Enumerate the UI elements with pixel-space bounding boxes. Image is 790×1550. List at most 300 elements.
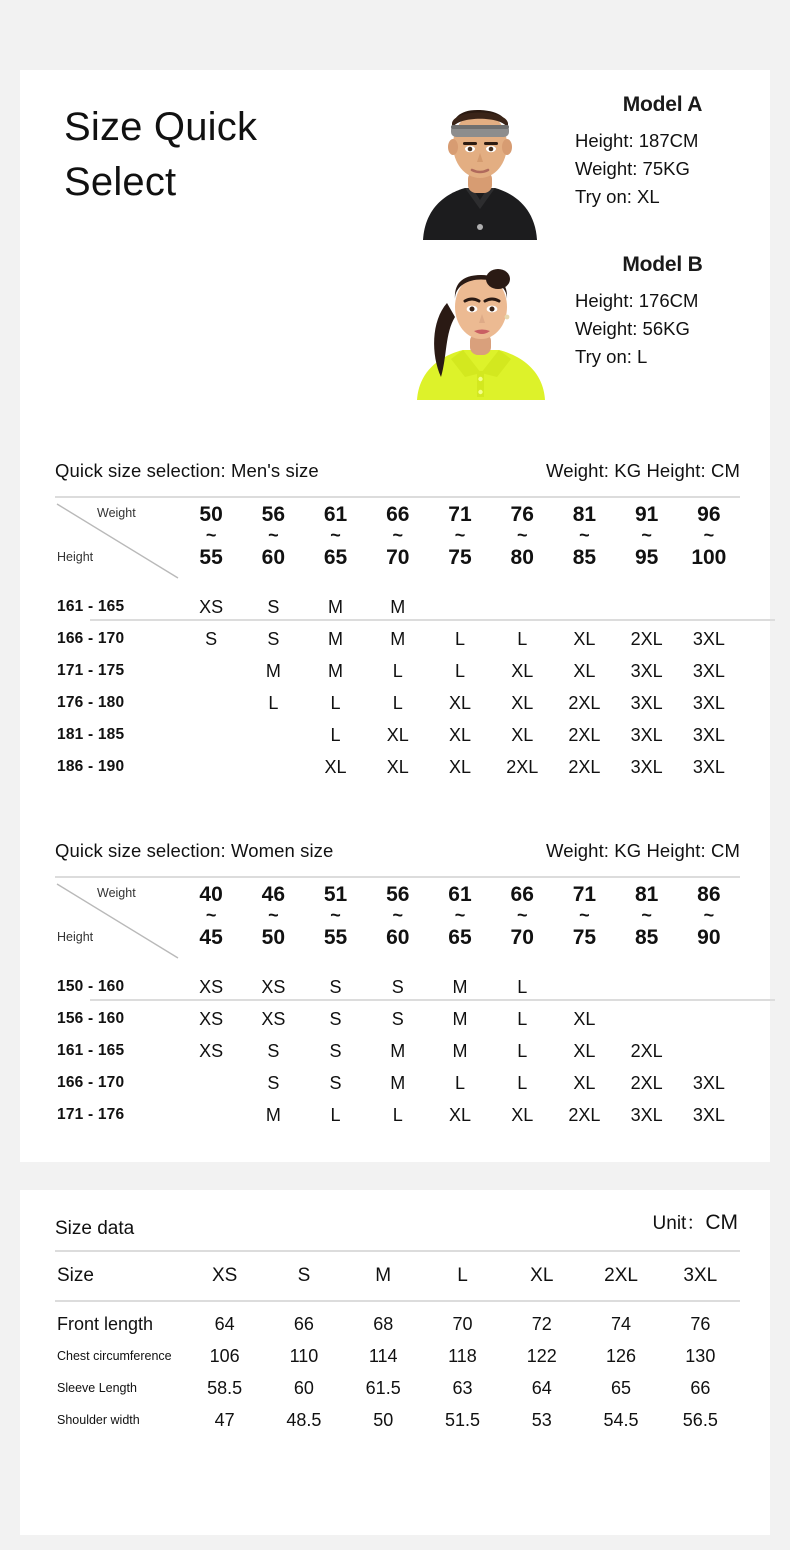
row-cells <box>180 1105 740 1126</box>
size-cell: S <box>329 976 342 997</box>
weight-to: 75 <box>572 926 597 950</box>
size-cell: XL <box>573 1008 596 1029</box>
weight-tilde: ~ <box>516 525 528 545</box>
size-cell: XS <box>199 1008 224 1029</box>
weight-from: 61 <box>448 883 472 906</box>
weight-to: 90 <box>697 926 721 950</box>
size-cell <box>180 1105 242 1126</box>
weight-to: 45 <box>199 926 223 950</box>
size-cell: XL <box>448 692 471 713</box>
size-cell: XS <box>199 976 224 997</box>
weight-from: 51 <box>323 883 348 906</box>
weight-tilde: ~ <box>268 525 279 545</box>
mens-height-axis-label: Height <box>57 550 94 564</box>
size-cell: 3XL <box>630 1104 663 1125</box>
size-cell: M <box>452 1040 468 1061</box>
measurement-value: 76 <box>690 1313 711 1334</box>
size-cell: L <box>330 1104 341 1125</box>
size-cell: L <box>330 724 341 745</box>
row-cells <box>180 1009 740 1030</box>
size-cell <box>180 693 242 714</box>
weight-range-col <box>242 878 304 963</box>
row-cells <box>180 597 740 618</box>
size-cell <box>242 757 304 778</box>
measurement-value: 53 <box>531 1409 552 1430</box>
measurement-value: 66 <box>690 1377 711 1398</box>
size-cell: 3XL <box>692 628 725 649</box>
size-cell <box>429 597 491 618</box>
size-cell: M <box>390 1072 406 1093</box>
page-title: Size Quick Select <box>64 105 258 205</box>
measurement-value: 50 <box>373 1409 394 1430</box>
weight-from: 86 <box>697 883 721 906</box>
row-height-label: 181 - 185 <box>57 726 125 743</box>
unit-value: CM <box>705 1211 738 1234</box>
weight-range-col <box>429 878 491 963</box>
size-cell: M <box>265 1104 281 1125</box>
measurement-value: 68 <box>373 1313 394 1334</box>
measurement-value: 47 <box>214 1409 235 1430</box>
weight-tilde: ~ <box>579 905 590 925</box>
size-cell: M <box>452 976 468 997</box>
model-a-height <box>575 127 775 155</box>
row-height-label: 166 - 170 <box>57 1074 125 1091</box>
weight-tilde: ~ <box>330 525 341 545</box>
size-cell <box>180 661 242 682</box>
weight-tilde: ~ <box>579 525 590 545</box>
measurement-value: 106 <box>209 1345 240 1366</box>
measurement-label: Sleeve Length <box>57 1381 137 1395</box>
weight-range-col <box>678 498 740 583</box>
weight-to: 70 <box>510 926 534 950</box>
size-cell: S <box>329 1008 342 1029</box>
weight-from: 96 <box>697 503 721 526</box>
weight-from: 50 <box>199 503 223 526</box>
size-cell: 3XL <box>630 692 663 713</box>
weight-to: 60 <box>261 546 285 570</box>
model-b-name: Model B <box>622 253 703 276</box>
model-a-height-value: 187CM <box>638 130 699 151</box>
table-row <box>55 971 740 1003</box>
size-cell: L <box>330 692 341 713</box>
weight-tilde: ~ <box>641 905 652 925</box>
row-height-label: 150 - 160 <box>57 978 125 995</box>
weight-from: 61 <box>323 503 348 526</box>
size-cell: M <box>328 596 344 617</box>
table-row <box>55 591 740 623</box>
row-cells <box>180 661 740 682</box>
weight-range-col <box>616 878 678 963</box>
model-b-photo <box>395 245 565 400</box>
weight-from: 81 <box>572 503 597 526</box>
size-cell: XL <box>511 724 534 745</box>
row-cells <box>180 629 740 650</box>
weight-range-col <box>491 498 553 583</box>
measurement-value: 130 <box>685 1345 716 1366</box>
size-cell: S <box>267 1072 280 1093</box>
size-cell: M <box>390 1040 406 1061</box>
unit-label: Unit： <box>652 1213 706 1234</box>
size-cell: XS <box>261 1008 286 1029</box>
size-cell: XS <box>199 596 224 617</box>
size-cell: XL <box>448 1104 471 1125</box>
size-cell: L <box>268 692 279 713</box>
size-cell: 2XL <box>568 724 601 745</box>
size-cell: XL <box>573 660 596 681</box>
weight-to: 50 <box>261 926 285 950</box>
weight-tilde: ~ <box>703 525 715 545</box>
size-cell: S <box>329 1040 342 1061</box>
size-column-header: S <box>297 1265 311 1286</box>
weight-range-col <box>304 498 366 583</box>
size-cell: M <box>328 660 344 681</box>
model-a-photo <box>395 85 565 240</box>
model-b-weight-value: 56KG <box>642 318 690 340</box>
size-cell <box>180 1073 242 1094</box>
size-cell: S <box>267 628 280 649</box>
size-cell: L <box>392 692 403 713</box>
quick-select-card <box>20 70 770 1162</box>
size-data-card <box>20 1190 770 1535</box>
size-data-unit <box>653 1208 738 1235</box>
weight-to: 75 <box>448 546 472 570</box>
measurement-row <box>55 1340 740 1372</box>
weight-range-col <box>429 498 491 583</box>
table-row <box>55 1099 740 1131</box>
row-height-label: 161 - 165 <box>57 1042 125 1059</box>
measurement-value: 60 <box>293 1377 314 1398</box>
size-cell: L <box>454 628 465 649</box>
mens-table-units: Weight: KG Height: CM <box>545 460 740 481</box>
size-cell: M <box>390 628 406 649</box>
size-cell <box>553 597 615 618</box>
size-cell: 3XL <box>630 724 663 745</box>
measurement-value: 61.5 <box>365 1377 401 1398</box>
measurement-value: 66 <box>293 1313 314 1334</box>
weight-from: 40 <box>199 883 223 906</box>
size-cell: 3XL <box>692 1072 725 1093</box>
weight-to: 55 <box>199 546 223 570</box>
size-cell: S <box>205 628 218 649</box>
measurement-value: 54.5 <box>603 1409 639 1430</box>
measurement-value: 70 <box>452 1313 473 1334</box>
weight-tilde: ~ <box>205 905 217 925</box>
size-cell: XL <box>573 1072 596 1093</box>
size-cell: XL <box>511 1104 534 1125</box>
size-column-header: XL <box>530 1265 554 1286</box>
size-cell: L <box>454 660 465 681</box>
row-cells <box>180 757 740 778</box>
measurement-row <box>55 1372 740 1404</box>
weight-range-col <box>180 498 242 583</box>
size-data-title: Size data <box>55 1218 135 1239</box>
weight-range-col <box>367 498 429 583</box>
model-b-height-value: 176CM <box>638 290 699 311</box>
measurement-value: 64 <box>214 1313 235 1334</box>
model-a-name: Model A <box>622 93 703 116</box>
size-cell <box>678 1009 740 1030</box>
model-b-tryon <box>575 343 775 371</box>
size-column-header: M <box>375 1265 392 1286</box>
mens-weight-range-cols <box>180 498 740 583</box>
size-header-label: Size <box>57 1265 94 1286</box>
size-cell: M <box>390 596 406 617</box>
weight-from: 46 <box>261 883 285 906</box>
measurement-cells <box>185 1314 740 1335</box>
size-cell: S <box>267 1040 280 1061</box>
weight-range-col <box>242 498 304 583</box>
size-data-header <box>20 1190 770 1252</box>
mens-quick-size-section <box>20 460 770 783</box>
size-cell: 3XL <box>630 756 663 777</box>
measurement-cells <box>185 1410 740 1431</box>
measurement-cells <box>185 1378 740 1399</box>
size-cell: L <box>517 1008 528 1029</box>
size-cell <box>491 597 553 618</box>
table-row <box>55 1035 740 1067</box>
weight-tilde: ~ <box>454 905 466 925</box>
measurement-label: Chest circumference <box>57 1349 172 1363</box>
weight-tilde: ~ <box>205 525 217 545</box>
measurement-value: 56.5 <box>682 1409 718 1430</box>
size-cell: S <box>329 1072 342 1093</box>
size-cell: L <box>517 1040 528 1061</box>
model-b-tryon-label: Try on: <box>575 346 632 368</box>
weight-to: 65 <box>448 926 472 950</box>
model-b-tryon-value: L <box>637 346 648 368</box>
row-cells <box>180 1073 740 1094</box>
size-column-header: 3XL <box>683 1265 718 1286</box>
size-cell: S <box>267 596 280 617</box>
measurement-label: Front length <box>57 1313 154 1334</box>
size-cell: L <box>392 1104 403 1125</box>
mens-table-body <box>55 583 740 783</box>
model-a-weight <box>575 155 775 183</box>
weight-to: 70 <box>386 546 410 570</box>
size-cell: XL <box>448 756 471 777</box>
size-cell: XL <box>511 660 534 681</box>
mens-table-title: Quick size selection: Men's size <box>55 460 319 481</box>
size-cell: M <box>265 660 281 681</box>
male-model-illustration <box>395 85 565 240</box>
size-cell: S <box>391 976 404 997</box>
weight-from: 66 <box>386 503 410 526</box>
size-column-header: XS <box>211 1265 238 1286</box>
size-cell: 2XL <box>568 756 601 777</box>
measurement-value: 118 <box>448 1345 477 1366</box>
row-cells <box>180 693 740 714</box>
table-row <box>55 1003 740 1035</box>
measurement-value: 58.5 <box>207 1377 243 1398</box>
weight-range-col <box>304 878 366 963</box>
size-cell: L <box>454 1072 465 1093</box>
measurement-value: 48.5 <box>286 1409 322 1430</box>
size-cell <box>242 725 304 746</box>
size-data-header-rule <box>55 1300 740 1302</box>
mens-table-header <box>20 460 770 498</box>
womens-weight-range-cols <box>180 878 740 963</box>
model-a-weight-value: 75KG <box>642 158 690 180</box>
weight-from: 56 <box>386 883 410 906</box>
size-cell: 2XL <box>506 756 539 777</box>
weight-range-col <box>678 878 740 963</box>
measurement-value: 110 <box>289 1345 319 1366</box>
size-cell: 2XL <box>568 692 601 713</box>
measurement-row <box>55 1308 740 1340</box>
size-cell: XS <box>261 976 286 997</box>
size-cell: 2XL <box>630 628 663 649</box>
size-cell: 2XL <box>630 1072 663 1093</box>
measurement-cells <box>185 1346 740 1367</box>
weight-to: 60 <box>386 926 410 950</box>
size-cell: XL <box>448 724 471 745</box>
womens-table-units: Weight: KG Height: CM <box>545 840 740 861</box>
measurement-row <box>55 1404 740 1436</box>
model-b-info <box>575 253 775 371</box>
size-cell: 3XL <box>692 724 725 745</box>
size-cell: XL <box>386 724 409 745</box>
weight-to: 80 <box>510 546 534 570</box>
size-header-cells <box>185 1265 740 1287</box>
size-cell: XL <box>573 628 596 649</box>
womens-quick-size-section <box>20 840 770 1131</box>
weight-to: 85 <box>634 926 659 950</box>
weight-from: 56 <box>261 503 285 526</box>
row-height-label: 186 - 190 <box>57 758 125 775</box>
model-b-height <box>575 287 775 315</box>
weight-tilde: ~ <box>268 905 279 925</box>
weight-to: 100 <box>691 546 727 570</box>
row-cells <box>180 1041 740 1062</box>
model-b-weight-label: Weight: <box>575 318 638 340</box>
weight-range-col <box>616 498 678 583</box>
weight-to: 95 <box>634 546 659 570</box>
size-cell: L <box>517 628 528 649</box>
measurement-value: 72 <box>531 1313 552 1334</box>
weight-to: 55 <box>323 926 348 950</box>
weight-tilde: ~ <box>454 525 466 545</box>
weight-from: 66 <box>510 883 534 906</box>
size-cell: 2XL <box>568 1104 601 1125</box>
row-height-label: 171 - 175 <box>57 662 125 679</box>
measurement-value: 63 <box>452 1377 473 1398</box>
size-cell: M <box>328 628 344 649</box>
size-cell: XL <box>511 692 534 713</box>
weight-range-col <box>491 878 553 963</box>
model-a-info <box>575 93 775 211</box>
womens-column-header <box>55 878 740 963</box>
model-a-weight-label: Weight: <box>575 158 638 180</box>
size-cell: 3XL <box>692 692 725 713</box>
model-b-height-label: Height: <box>575 290 634 311</box>
mens-size-table <box>55 498 740 783</box>
hero-section <box>20 70 770 440</box>
row-height-label: 166 - 170 <box>57 630 125 647</box>
weight-to: 85 <box>572 546 597 570</box>
womens-size-table <box>55 878 740 1131</box>
table-row <box>55 687 740 719</box>
size-column-header: 2XL <box>604 1265 638 1286</box>
size-cell: S <box>391 1008 404 1029</box>
size-cell <box>678 1041 740 1062</box>
size-cell: 2XL <box>630 1040 663 1061</box>
model-a-tryon <box>575 183 775 211</box>
size-cell <box>180 725 242 746</box>
weight-from: 91 <box>634 503 659 526</box>
model-b-weight <box>575 315 775 343</box>
size-cell <box>616 597 678 618</box>
size-cell: L <box>392 660 403 681</box>
weight-range-col <box>553 878 615 963</box>
size-cell <box>616 1009 678 1030</box>
weight-tilde: ~ <box>330 905 341 925</box>
size-cell <box>180 757 242 778</box>
table-row <box>55 655 740 687</box>
weight-tilde: ~ <box>703 905 715 925</box>
model-a-height-label: Height: <box>575 130 634 151</box>
table-row <box>55 623 740 655</box>
womens-height-axis-label: Height <box>57 930 94 944</box>
size-cell: 3XL <box>692 660 725 681</box>
weight-tilde: ~ <box>392 905 404 925</box>
womens-table-title: Quick size selection: Women size <box>55 840 334 861</box>
measurement-value: 65 <box>611 1377 632 1398</box>
size-cell <box>553 977 615 998</box>
weight-from: 71 <box>448 503 472 526</box>
mens-column-header <box>55 498 740 583</box>
size-column-header: L <box>457 1265 468 1286</box>
model-a-tryon-label: Try on: <box>575 186 632 208</box>
table-row <box>55 719 740 751</box>
weight-range-col <box>553 498 615 583</box>
weight-to: 65 <box>323 546 348 570</box>
size-data-table <box>55 1252 740 1436</box>
weight-tilde: ~ <box>392 525 404 545</box>
row-cells <box>180 725 740 746</box>
row-height-label: 171 - 176 <box>57 1106 125 1123</box>
size-data-header-row <box>55 1252 740 1300</box>
row-height-label: 176 - 180 <box>57 694 125 711</box>
measurement-value: 126 <box>606 1345 637 1366</box>
measurement-value: 51.5 <box>444 1409 480 1430</box>
size-cell <box>616 977 678 998</box>
size-cell: L <box>517 1072 528 1093</box>
size-cell: XS <box>199 1040 224 1061</box>
size-cell <box>678 977 740 998</box>
size-cell: M <box>452 1008 468 1029</box>
measurement-value: 74 <box>611 1313 632 1334</box>
size-cell: 3XL <box>692 756 725 777</box>
weight-from: 76 <box>510 503 534 526</box>
weight-tilde: ~ <box>516 905 528 925</box>
measurement-label: Shoulder width <box>57 1413 140 1427</box>
size-cell: L <box>517 976 528 997</box>
row-height-label: 156 - 160 <box>57 1010 125 1027</box>
womens-table-body <box>55 963 740 1131</box>
weight-tilde: ~ <box>641 525 652 545</box>
model-a-tryon-value: XL <box>637 186 660 208</box>
row-height-label: 161 - 165 <box>57 598 125 615</box>
size-cell: XL <box>386 756 409 777</box>
weight-range-col <box>180 878 242 963</box>
weight-from: 81 <box>634 883 659 906</box>
weight-from: 71 <box>572 883 597 906</box>
measurement-value: 122 <box>526 1345 557 1366</box>
row-cells <box>180 977 740 998</box>
table-row <box>55 1067 740 1099</box>
womens-table-header <box>20 840 770 878</box>
female-model-illustration <box>395 245 565 400</box>
